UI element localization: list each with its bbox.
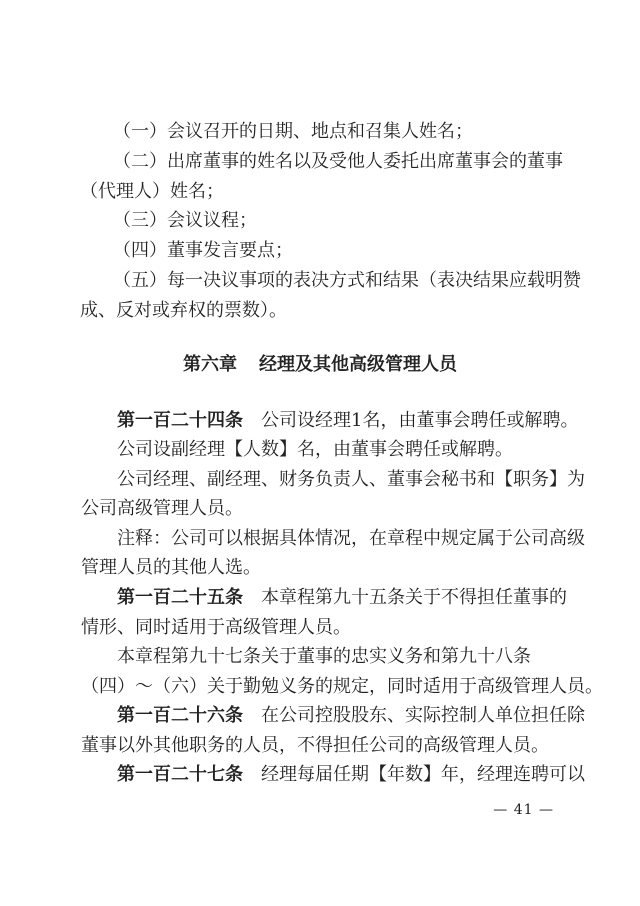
text-line: 注释：公司可以根据具体情况，在章程中规定属于公司高级 [117, 528, 585, 549]
text-line: （一）会议召开的日期、地点和召集人姓名； [113, 121, 473, 142]
article-number: 第一百二十四条 [117, 410, 243, 431]
article-number: 第一百二十六条 [117, 705, 243, 726]
article-line [0, 705, 640, 727]
article-text: 在公司控股股东、实际控制人单位担任除 [243, 705, 585, 726]
text-line: 本章程第九十七条关于董事的忠实义务和第九十八条 [117, 646, 531, 667]
article-line [0, 764, 640, 786]
article-line [0, 410, 640, 432]
text-line: （四）～（六）关于勤勉义务的规定，同时适用于高级管理人员。 [81, 676, 603, 697]
text-line: 管理人员的其他人选。 [81, 557, 261, 578]
text-line: 情形、同时适用于高级管理人员。 [81, 617, 351, 638]
article-text: 经理每届任期【年数】年，经理连聘可以 [243, 764, 585, 785]
article-text: 公司设经理1名，由董事会聘任或解聘。 [243, 410, 579, 431]
text-line: （代理人）姓名； [80, 181, 224, 202]
chapter-heading [0, 354, 640, 376]
article-text: 本章程第九十五条关于不得担任董事的 [243, 587, 567, 608]
text-line: （三）会议议程； [113, 210, 257, 231]
text-line: 公司设副经理【人数】名，由董事会聘任或解聘。 [117, 439, 513, 460]
text-line: （五）每一决议事项的表决方式和结果（表决结果应载明赞 [113, 270, 581, 291]
article-number: 第一百二十七条 [117, 764, 243, 785]
article-number: 第一百二十五条 [117, 587, 243, 608]
text-line: 公司高级管理人员。 [81, 498, 243, 519]
text-line: 董事以外其他职务的人员，不得担任公司的高级管理人员。 [81, 735, 549, 756]
text-line: （四）董事发言要点； [113, 240, 293, 261]
text-line: 公司经理、副经理、财务负责人、董事会秘书和【职务】为 [117, 469, 585, 490]
article-line [0, 587, 640, 609]
chapter-title: 经理及其他高级管理人员 [259, 354, 457, 375]
chapter-number: 第六章 [183, 354, 237, 375]
text-line: 成、反对或弃权的票数）。 [80, 300, 287, 321]
text-line: （二）出席董事的姓名以及受他人委托出席董事会的董事 [113, 151, 563, 172]
page-number: — 41 — [493, 802, 554, 818]
